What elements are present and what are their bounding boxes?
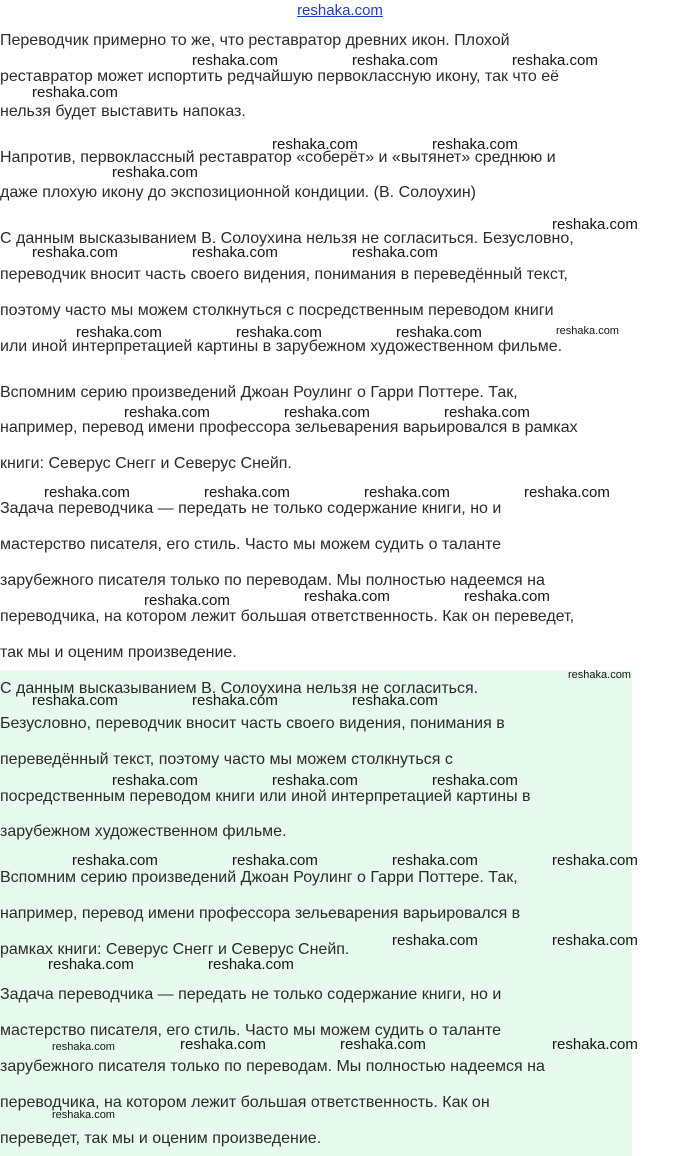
text-line: переведённый текст, поэтому часто мы можем столкнуться с [0,751,453,768]
watermark-text: reshaka.com [284,404,370,421]
watermark-text: reshaka.com [352,244,438,261]
watermark-text: reshaka.com [32,84,118,101]
watermark-text: reshaka.com [112,164,198,181]
watermark-text: reshaka.com [236,324,322,341]
text-line: зарубежного писателя только по переводам. Мы полностью надеемся на [0,572,545,589]
watermark-text: reshaka.com [552,932,638,949]
watermark-text: reshaka.com [512,52,598,69]
text-line: мастерство писателя, его стиль. Часто мы можем судить о таланте [0,1022,502,1039]
text-line: переводчик вносит часть своего видения, понимания в переведённый текст, [0,266,568,283]
watermark-text: reshaka.com [352,52,438,69]
text-line: Вспомним серию произведений Джоан Роулинг о Гарри Поттере. Так, [0,869,518,886]
watermark-text: reshaka.com [340,1036,426,1053]
text-line: мастерство писателя, его стиль. Часто мы можем судить о таланте [0,536,502,553]
watermark-text: reshaka.com [432,772,518,789]
watermark-text: reshaka.com [112,772,198,789]
watermark-text: reshaka.com [444,404,530,421]
watermark-text: reshaka.com [352,692,438,709]
text-line: Напротив, первоклассный реставратор «соберёт» и «вытянет» среднюю и [0,149,556,166]
text-line: Безусловно, переводчик вносит часть своего видения, понимания в [0,715,505,732]
watermark-text: reshaka.com [192,244,278,261]
watermark-text: reshaka.com [392,852,478,869]
text-line: Задача переводчика — передать не только содержание книги, но и [0,500,502,517]
watermark-text: reshaka.com [556,325,619,337]
watermark-text: reshaka.com [192,52,278,69]
watermark-text: reshaka.com [364,484,450,501]
watermark-text: reshaka.com [72,852,158,869]
watermark-text: reshaka.com [432,136,518,153]
watermark-text: reshaka.com [304,588,390,605]
watermark-text: reshaka.com [180,1036,266,1053]
watermark-text: reshaka.com [124,404,210,421]
text-line: С данным высказыванием В. Солоухина нельзя не согласиться. Безусловно, [0,230,574,247]
text-line: зарубежном художественном фильме. [0,823,287,840]
text-line: нельзя будет выставить напоказ. [0,103,246,120]
text-line: поэтому часто мы можем столкнуться с посредственным переводом книги [0,302,554,319]
watermark-text: reshaka.com [76,324,162,341]
watermark-text: reshaka.com [272,772,358,789]
text-line: например, перевод имени профессора зельеварения варьировался в рамках [0,419,578,436]
site-link[interactable]: reshaka.com [297,2,383,19]
watermark-text: reshaka.com [568,669,631,681]
site-header [0,0,680,22]
watermark-text: reshaka.com [52,1109,115,1121]
text-line: реставратор может испортить редчайшую первоклассную икону, так что её [0,68,560,85]
text-line: Задача переводчика — передать не только содержание книги, но и [0,986,502,1003]
watermark-text: reshaka.com [272,136,358,153]
watermark-text: reshaka.com [392,932,478,949]
text-line: переведет, так мы и оценим произведение. [0,1130,322,1147]
text-line: или иной интерпретацией картины в зарубежном художественном фильме. [0,338,563,355]
watermark-text: reshaka.com [32,244,118,261]
text-line: Переводчик примерно то же, что реставратор древних икон. Плохой [0,32,510,49]
watermark-text: reshaka.com [552,216,638,233]
watermark-text: reshaka.com [552,1036,638,1053]
text-line: С данным высказыванием В. Солоухина нельзя не согласиться. [0,680,479,697]
text-line: даже плохую икону до экспозиционной кондиции. (В. Солоухин) [0,184,476,201]
text-line: Вспомним серию произведений Джоан Роулинг о Гарри Поттере. Так, [0,384,518,401]
watermark-text: reshaka.com [208,956,294,973]
text-line: переводчика, на котором лежит большая ответственность. Как он [0,1094,490,1111]
watermark-text: reshaka.com [192,692,278,709]
watermark-text: reshaka.com [232,852,318,869]
watermark-text: reshaka.com [204,484,290,501]
watermark-text: reshaka.com [552,852,638,869]
text-line: переводчика, на котором лежит большая ответственность. Как он переведет, [0,608,575,625]
watermark-text: reshaka.com [32,692,118,709]
watermark-text: reshaka.com [44,484,130,501]
text-line: например, перевод имени профессора зельеварения варьировался в [0,905,521,922]
text-line: посредственным переводом книги или иной интерпретацией картины в [0,788,531,805]
text-line: так мы и оценим произведение. [0,644,237,661]
watermark-text: reshaka.com [48,956,134,973]
text-line: рамках книги: Северус Снегг и Северус Снейп. [0,941,350,958]
watermark-text: reshaka.com [464,588,550,605]
watermark-text: reshaka.com [396,324,482,341]
watermark-text: reshaka.com [524,484,610,501]
watermark-text: reshaka.com [52,1041,115,1053]
text-line: книги: Северус Снегг и Северус Снейп. [0,455,292,472]
watermark-text: reshaka.com [144,592,230,609]
text-line: зарубежного писателя только по переводам. Мы полностью надеемся на [0,1058,545,1075]
